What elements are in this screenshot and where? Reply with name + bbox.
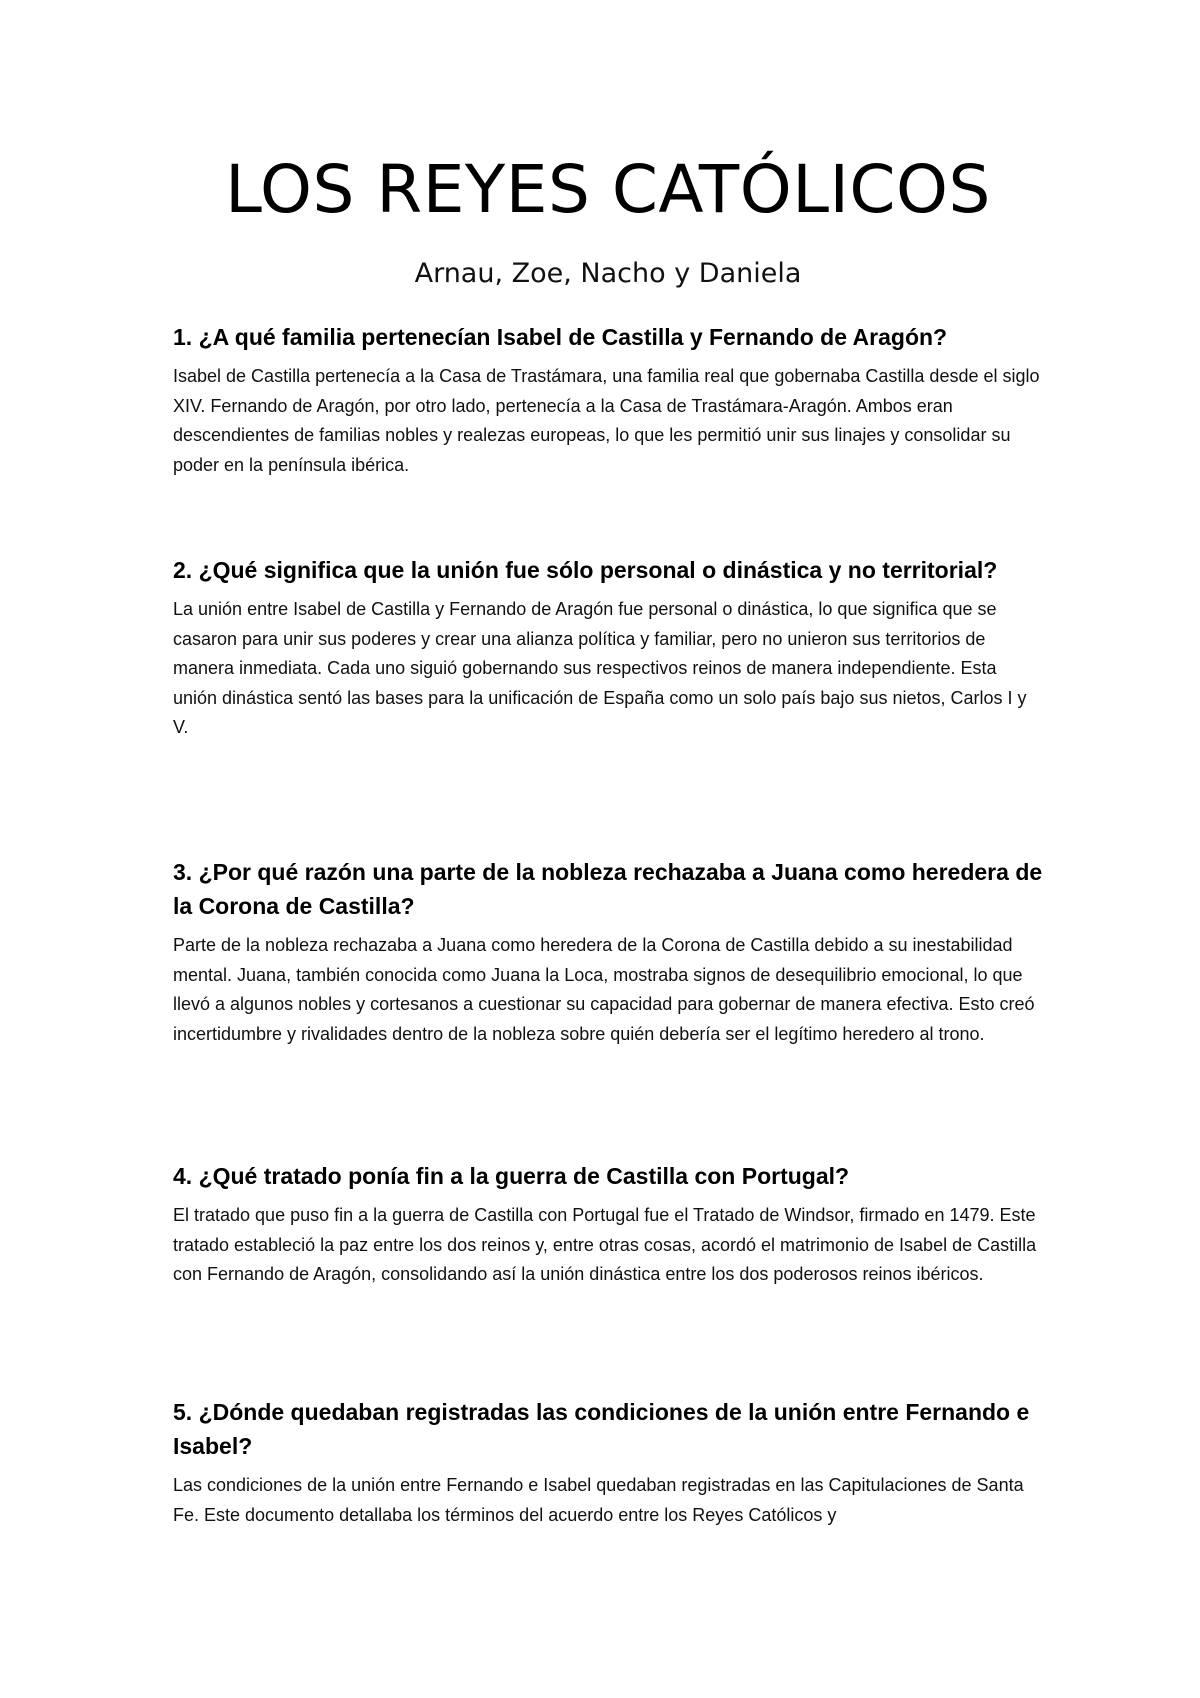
- question-heading: 2. ¿Qué significa que la unión fue sólo personal o dinástica y no territorial?: [173, 557, 998, 583]
- answer-paragraph: Las condiciones de la unión entre Fernando e Isabel quedaban registradas en las Capitulaciones de Santa Fe. Este documento detallaba los términos del acuerdo entre los Reyes Católicos y: [173, 1475, 1024, 1525]
- question-heading: 5. ¿Dónde quedaban registradas las condiciones de la unión entre Fernando e Isabel?: [173, 1399, 1030, 1459]
- answer-paragraph: Parte de la nobleza rechazaba a Juana como heredera de la Corona de Castilla debido a su inestabilidad mental. Juana, también conocida como Juana la Loca, mostraba signos de desequilibrio emocional, lo que llevó a algunos nobles y cortesanos a cuestionar su capacidad para gobernar de manera efectiva. Esto creó incertidumbre y rivalidades dentro de la nobleza sobre quién debería ser el legítimo heredero al trono.: [173, 935, 1035, 1044]
- answer-paragraph: El tratado que puso fin a la guerra de Castilla con Portugal fue el Tratado de Windsor, firmado en 1479. Este tratado estableció la paz entre los dos reinos y, entre otras cosas, acordó el matrimonio de Isabel de Castilla con Fernando de Aragón, consolidando así la unión dinástica entre los dos poderosos reinos ibéricos.: [173, 1205, 1037, 1285]
- document-authors: Arnau, Zoe, Nacho y Daniela: [414, 258, 802, 289]
- question-section-4: [173, 1159, 1043, 1290]
- answer-paragraph: La unión entre Isabel de Castilla y Fernando de Aragón fue personal o dinástica, lo que significa que se casaron para unir sus poderes y crear una alianza política y familiar, pero no unieron sus territorios de manera inmediata. Cada uno siguió gobernando sus respectivos reinos de manera independiente. Esta unión dinástica sentó las bases para la unificación de España como un solo país bajo sus nietos, Carlos I y V.: [173, 599, 1027, 738]
- question-section-2: [173, 553, 1043, 743]
- question-heading: 1. ¿A qué familia pertenecían Isabel de Castilla y Fernando de Aragón?: [173, 324, 948, 350]
- question-section-3: [173, 855, 1043, 1049]
- answer-paragraph: Isabel de Castilla pertenecía a la Casa de Trastámara, una familia real que gobernaba Castilla desde el siglo XIV. Fernando de Aragón, por otro lado, pertenecía a la Casa de Trastámara-Aragón. Ambos eran descendientes de familias nobles y realezas europeas, lo que les permitió unir sus linajes y consolidar su poder en la península ibérica.: [173, 366, 1040, 475]
- question-heading: 3. ¿Por qué razón una parte de la nobleza rechazaba a Juana como heredera de la Corona de Castilla?: [173, 859, 1043, 919]
- question-heading: 4. ¿Qué tratado ponía fin a la guerra de Castilla con Portugal?: [173, 1163, 850, 1189]
- question-section-5: [173, 1395, 1043, 1530]
- question-section-1: [173, 320, 1043, 480]
- document-title: LOS REYES CATÓLICOS: [225, 151, 991, 228]
